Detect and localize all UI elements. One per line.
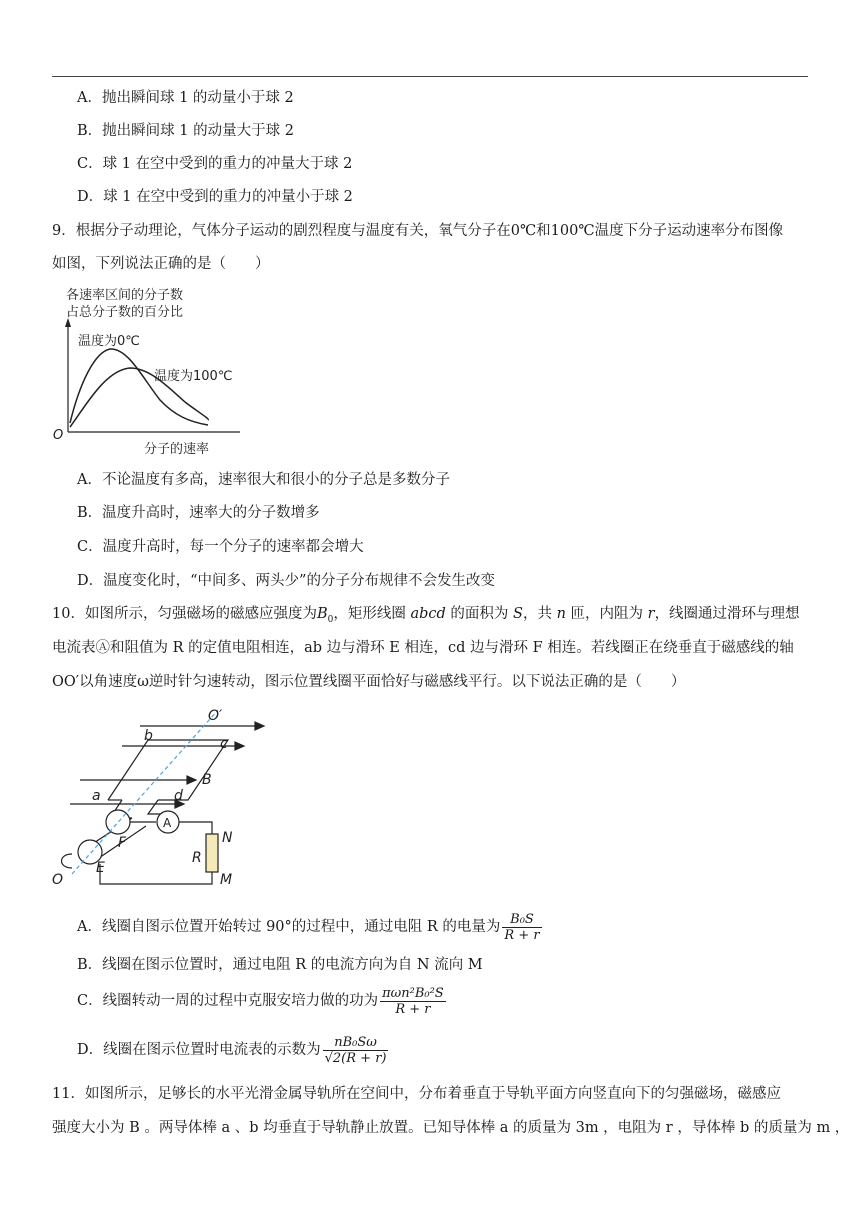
q9-option-b: B．温度升高时，速率大的分子数增多 xyxy=(77,505,320,521)
rotation-arrow xyxy=(62,854,73,868)
label-n: N xyxy=(222,830,233,846)
label-b: b xyxy=(144,728,153,744)
q10-stem-line3: OO′以角速度ω逆时针匀速转动，图示位置线圈平面恰好与磁感线平行。以下说法正确的是（ ） xyxy=(52,674,686,690)
q10-option-a-fraction: $\frac{\text{B₀S}}{R + r}$ xyxy=(504,911,540,943)
q10-option-c-fraction: $\frac{\text{πωn²B₀²S}}{R + r}$ xyxy=(382,985,444,1017)
label-a: a xyxy=(92,788,101,804)
graph-xlabel: 分子的速率 xyxy=(144,442,210,457)
q9-stem-line1: 9．根据分子动理论，气体分子运动的剧烈程度与温度有关，氧气分子在0℃和100℃温度下分子运动速率分布图像 xyxy=(52,223,784,239)
q10-stem-line1: 10．如图所示，匀强磁场的磁感应强度为$B_0$，矩形线圈 abcd 的面积为 S，共 n 匝，内阻为 r，线圈通过滑环与理想 xyxy=(52,606,800,625)
graph-ylabel-line1: 各速率区间的分子数 xyxy=(66,288,184,303)
coil-frame xyxy=(108,740,228,800)
graph-origin-label: O xyxy=(53,428,64,443)
curve-0c-label: 温度为0℃ xyxy=(78,334,140,349)
q9-option-d: D．温度变化时，“中间多、两头少”的分子分布规律不会发生改变 xyxy=(77,573,495,589)
q9-option-a: A．不论温度有多高，速率很大和很小的分子总是多数分子 xyxy=(77,472,450,488)
label-e: E xyxy=(96,860,105,876)
wire-ammeter-to-resistor xyxy=(179,822,212,834)
header-rule xyxy=(52,76,808,77)
q10-option-a: A．线圈自图示位置开始转过 90°的过程中，通过电阻 R 的电量为 $\frac{\text{B₀S}}{R + r}$ xyxy=(77,911,540,943)
q8-option-a: A．抛出瞬间球 1 的动量小于球 2 xyxy=(77,90,294,106)
q10-option-b: B．线圈在图示位置时，通过电阻 R 的电流方向为自 N 流向 M xyxy=(77,957,483,973)
q10-option-d: D．线圈在图示位置时电流表的示数为 $\frac{\text{nB₀Sω}}{√2(R + r)}$ xyxy=(77,1034,387,1066)
curve-100c-label: 温度为100℃ xyxy=(154,369,233,384)
label-d: d xyxy=(174,788,183,804)
label-r: R xyxy=(192,850,202,866)
label-o-prime: O′ xyxy=(208,708,223,724)
q10-option-d-fraction: $\frac{\text{nB₀Sω}}{√2(R + r)}$ xyxy=(324,1034,387,1066)
q9-option-c: C．温度升高时，每一个分子的速率都会增大 xyxy=(77,539,364,555)
curve-0c xyxy=(70,349,208,425)
q11-stem-line2: 强度大小为 B 。两导体棒 a 、b 均垂直于导轨静止放置。已知导体棒 a 的质量为 3m ，电阻为 r ，导体棒 b 的质量为 m ， xyxy=(52,1120,850,1136)
resistor-symbol xyxy=(206,834,218,872)
q10-option-c: C．线圈转动一周的过程中克服安培力做的功为 $\frac{\text{πωn²B₀²S}}{R + r}$ xyxy=(77,985,444,1017)
q8-option-c: C．球 1 在空中受到的重力的冲量大于球 2 xyxy=(77,156,353,172)
field-arrow-3 xyxy=(187,776,196,784)
label-o: O xyxy=(52,872,64,888)
wire-resistor-to-e xyxy=(100,864,212,884)
q8-option-b: B．抛出瞬间球 1 的动量大于球 2 xyxy=(77,123,294,139)
q11-stem-line1: 11．如图所示，足够长的水平光滑金属导轨所在空间中，分布着垂直于导轨平面方向竖直向下的匀强磁场，磁感应 xyxy=(52,1086,781,1102)
label-ammeter: A xyxy=(163,816,172,830)
coil-lead-to-ring-f xyxy=(148,800,164,814)
q10-stem-line2: 电流表Ⓐ和阻值为 R 的定值电阻相连，ab 边与滑环 E 相连，cd 边与滑环 F 相连。若线圈正在绕垂直于磁感线的轴 xyxy=(52,640,794,656)
field-arrow-2 xyxy=(235,742,244,750)
label-field-b: B xyxy=(202,772,212,788)
q9-stem-line2: 如图，下列说法正确的是（ ） xyxy=(52,256,270,272)
graph-ylabel-line2: 占总分子数的百分比 xyxy=(66,305,184,320)
label-f: F xyxy=(118,835,127,851)
q8-option-d: D．球 1 在空中受到的重力的冲量小于球 2 xyxy=(77,189,353,205)
speed-distribution-graph xyxy=(50,282,250,462)
label-m: M xyxy=(220,872,233,888)
label-c: c xyxy=(220,736,228,752)
generator-diagram xyxy=(50,702,290,892)
slip-ring-f xyxy=(106,810,130,834)
field-arrow-1 xyxy=(255,722,264,730)
